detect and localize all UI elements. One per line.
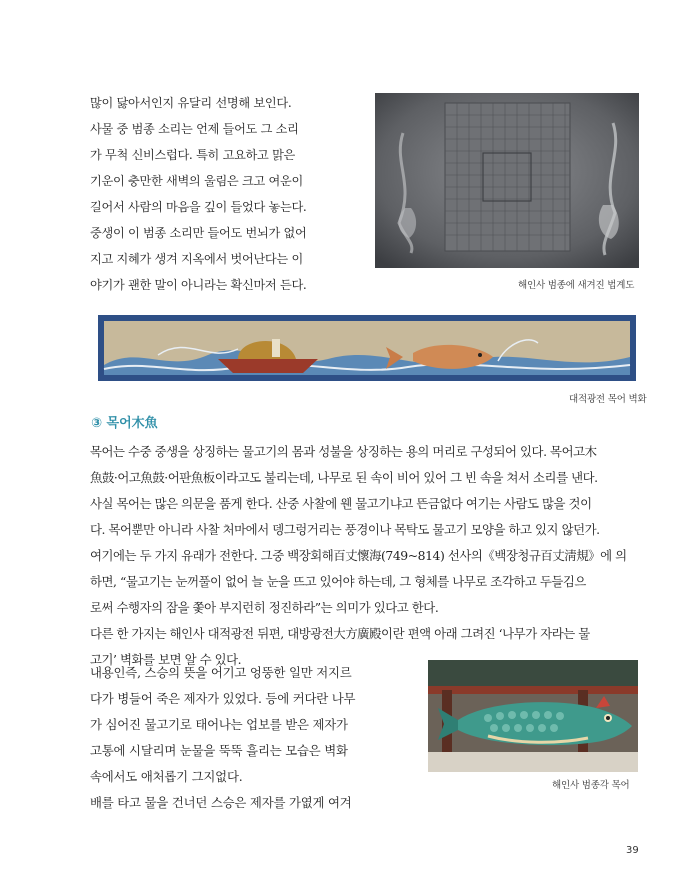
bell-inscription-caption: 해인사 범종에 새겨진 법계도 — [518, 280, 635, 291]
text-line: 여기에는 두 가지 유래가 전한다. 그중 백장회해百丈懷海(749~814) 선사의《백장청규百丈淸規》에 의 — [90, 548, 627, 563]
text-line: 중생이 이 범종 소리만 들어도 번뇌가 없어 — [90, 226, 307, 240]
text-line: 魚鼓·어고魚鼓·어판魚板이라고도 불리는데, 나무로 된 속이 비어 있어 그 빈 속을 쳐서 소리를 낸다. — [90, 470, 598, 485]
bell-inscription-photo — [375, 93, 639, 268]
text-line: 배를 타고 물을 건너던 스승은 제자를 가엾게 여겨 — [90, 795, 352, 810]
section-heading: ③ 목어木魚 — [91, 416, 158, 431]
text-line: 다. 목어뿐만 아니라 사찰 처마에서 뎅그렁거리는 풍경이나 목탁도 물고기 모양을 하고 있지 않던가. — [90, 522, 600, 537]
text-line: 하면, “물고기는 눈꺼풀이 없어 늘 눈을 뜨고 있어야 하는데, 그 형체를 나무로 조각하고 두들김으 — [90, 574, 586, 589]
wooden-fish-mural-photo — [98, 315, 636, 381]
text-line: 가 심어진 물고기로 태어나는 업보를 받은 제자가 — [90, 717, 348, 732]
main-paragraph — [90, 439, 650, 673]
text-line: 야기가 괜한 말이 아니라는 확신마저 든다. — [90, 278, 307, 292]
text-line: 로써 수행자의 잠을 쫓아 부지런히 정진하라”는 의미가 있다고 한다. — [90, 600, 439, 615]
text-line: 목어는 수중 중생을 상징하는 물고기의 몸과 성불을 상징하는 용의 머리로 구성되어 있다. 목어고木 — [90, 444, 597, 459]
wooden-fish-photo — [428, 660, 638, 772]
wooden-fish-caption: 해인사 범종각 목어 — [552, 780, 630, 791]
text-line: 가 무척 신비스럽다. 특히 고요하고 맑은 — [90, 148, 296, 162]
intro-paragraph — [90, 90, 348, 298]
text-line: 내용인즉, 스승의 뜻을 어기고 엉뚱한 일만 저지르 — [90, 665, 352, 680]
text-line: 길어서 사람의 마음을 깊이 들었다 놓는다. — [90, 200, 307, 214]
text-line: 다른 한 가지는 해인사 대적광전 뒤편, 대방광전大方廣殿이란 편액 아래 그려진 ‘나무가 자라는 물 — [90, 626, 590, 641]
text-line: 고통에 시달리며 눈물을 뚝뚝 흘리는 모습은 벽화 — [90, 743, 348, 758]
wooden-fish-mural-caption: 대적광전 목어 벽화 — [569, 394, 647, 405]
text-line: 많이 닳아서인지 유달리 선명해 보인다. — [90, 96, 292, 110]
text-line: 속에서도 애처롭기 그지없다. — [90, 769, 243, 784]
text-line: 사실 목어는 많은 의문을 품게 한다. 산중 사찰에 웬 물고기냐고 뜬금없다 여기는 사람도 많을 것이 — [90, 496, 592, 511]
text-line: 기운이 충만한 새벽의 울림은 크고 여운이 — [90, 174, 303, 188]
page-number: 39 — [626, 845, 639, 856]
text-line: 고기’ 벽화를 보면 알 수 있다. — [90, 652, 242, 667]
text-line: 다가 병들어 죽은 제자가 있었다. 등에 커다란 나무 — [90, 691, 356, 706]
closing-paragraph — [90, 660, 388, 816]
text-line: 사물 중 범종 소리는 언제 들어도 그 소리 — [90, 122, 299, 136]
text-line: 지고 지혜가 생겨 지옥에서 벗어난다는 이 — [90, 252, 303, 266]
